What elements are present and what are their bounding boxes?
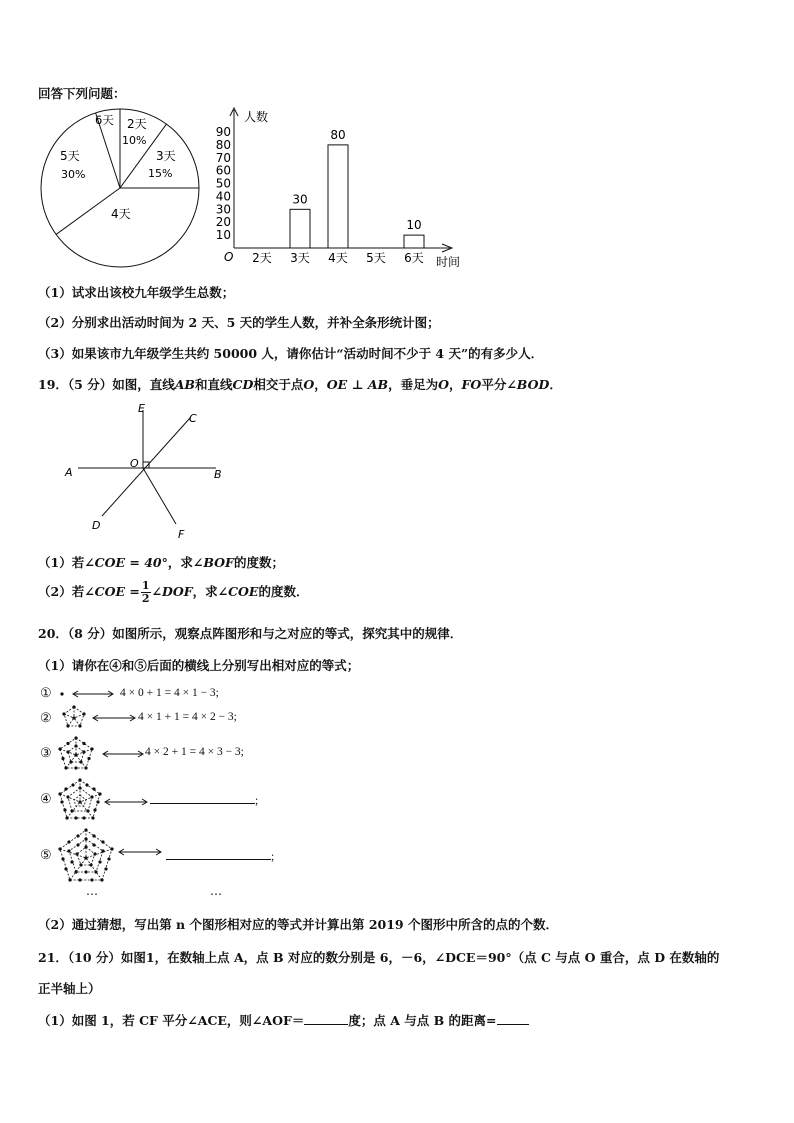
row3-equation: 4 × 2 + 1 = 4 × 3 − 3; [145,746,244,758]
row3-index: ③ [40,746,52,761]
q21-angle-blank[interactable] [304,1013,348,1025]
label-e: E [138,402,145,415]
row2-index: ② [40,711,52,726]
pie-pct-5day: 30% [61,168,86,181]
y-tick-label: 10 [215,228,231,243]
x-tick-label: 4天 [328,251,348,265]
y-tick-label: 20 [215,215,231,230]
label-o: O [130,457,139,470]
y-axis-label: 人数 [244,110,269,124]
q19-part2: （2）若∠COE = $\frac{1}{2}$ ∠DOF，求∠COE的度数． [38,579,309,605]
ray-of [143,468,176,524]
row4-answer-blank[interactable] [150,792,255,804]
pie-label-4day: 4天 [111,207,131,221]
bar-value-label: 80 [330,127,346,142]
y-tick-label: 80 [215,137,231,152]
dot-figure-2 [58,704,138,734]
dot-figure-1 [56,686,116,702]
q19-stem: 19．（5 分）如图，直线AB和直线CD相交于点O，OE ⊥ AB，垂足为O，FO平分∠BOD． [38,377,562,392]
origin-label: O [224,250,234,264]
y-tick-label: 50 [215,176,231,191]
row5-index: ⑤ [40,848,52,863]
x-tick-label: 5天 [366,251,386,265]
row5-answer: ; [166,848,274,863]
y-tick-label: 40 [215,189,231,204]
q18-part2: （2）分别求出活动时间为 2 天、5 天的学生人数，并补全条形统计图； [38,315,440,330]
row2-equation: 4 × 1 + 1 = 4 × 2 − 3; [138,711,237,723]
x-tick-label: 3天 [290,251,310,265]
intro-text: 回答下列问题： [38,86,126,101]
bar [328,145,348,248]
x-axis-label: 时间 [436,255,461,269]
q19-figure [58,398,238,546]
q21-stem-line1: 21．（10 分）如图1，在数轴上点 A，点 B 对应的数分别是 6，－6，∠DCE＝90°（点 C 与点 O 重合，点 D 在数轴的 [38,950,720,965]
y-tick-label: 60 [215,163,231,178]
q19-part1: （1）若∠COE = 40°，求∠BOF的度数； [38,555,284,570]
bar-value-label: 30 [292,192,308,207]
q21-stem-line2: 正半轴上） [38,981,101,996]
x-tick-label: 6天 [404,251,424,265]
pie-label-5day: 5天 [60,149,80,163]
row4-answer: ; [150,792,258,807]
y-tick-label: 90 [215,125,231,139]
dot-figure-5 [58,828,166,884]
q21-distance-blank[interactable] [497,1013,529,1025]
pie-label-3day: 3天 [156,149,176,163]
label-b: B [214,468,222,481]
bar-value-label: 10 [406,218,422,233]
q20-stem: 20．（8 分）如图所示，观察点阵图形和与之对应的等式，探究其中的规律． [38,626,463,641]
dot-figure-3 [58,736,148,772]
row5-answer-blank[interactable] [166,848,271,860]
line-cd [102,418,190,516]
bar-chart [210,104,470,274]
row4-index: ④ [40,792,52,807]
pie-pct-3day: 15% [148,167,173,180]
dot-figure-4 [58,778,152,824]
q21-part1: （1）如图 1，若 CF 平分∠ACE，则∠AOF＝ 度；点 A 与点 B 的距离= [38,1011,529,1029]
pie-pct-2day: 10% [122,134,147,147]
y-tick-label: 70 [215,150,231,165]
pie-label-2day: 2天 [127,117,147,131]
bar [290,209,310,248]
x-tick-label: 2天 [252,251,272,265]
row1-index: ① [40,686,52,701]
q20-part1: （1）请你在④和⑤后面的横线上分别写出相对应的等式； [38,658,360,673]
pie-chart [36,108,206,268]
pie-label-6day: 6天 [95,113,114,127]
bar [404,235,424,248]
q20-part2: （2）通过猜想，写出第 n 个图形相对应的等式并计算出第 2019 个图形中所含的点的个数． [38,917,558,932]
label-f: F [178,528,185,541]
ellipsis-equations: … [210,884,222,898]
y-tick-label: 30 [215,202,231,217]
row1-equation: 4 × 0 + 1 = 4 × 1 − 3; [120,687,219,699]
q18-part1: （1）试求出该校九年级学生总数； [38,285,235,300]
label-c: C [189,412,197,425]
q18-part3: （3）如果该市九年级学生共约 50000 人，请你估计“活动时间不少于 4 天”的有多少人． [38,346,544,361]
label-a: A [65,466,73,479]
ellipsis-figures: … [86,884,98,898]
label-d: D [92,519,101,532]
